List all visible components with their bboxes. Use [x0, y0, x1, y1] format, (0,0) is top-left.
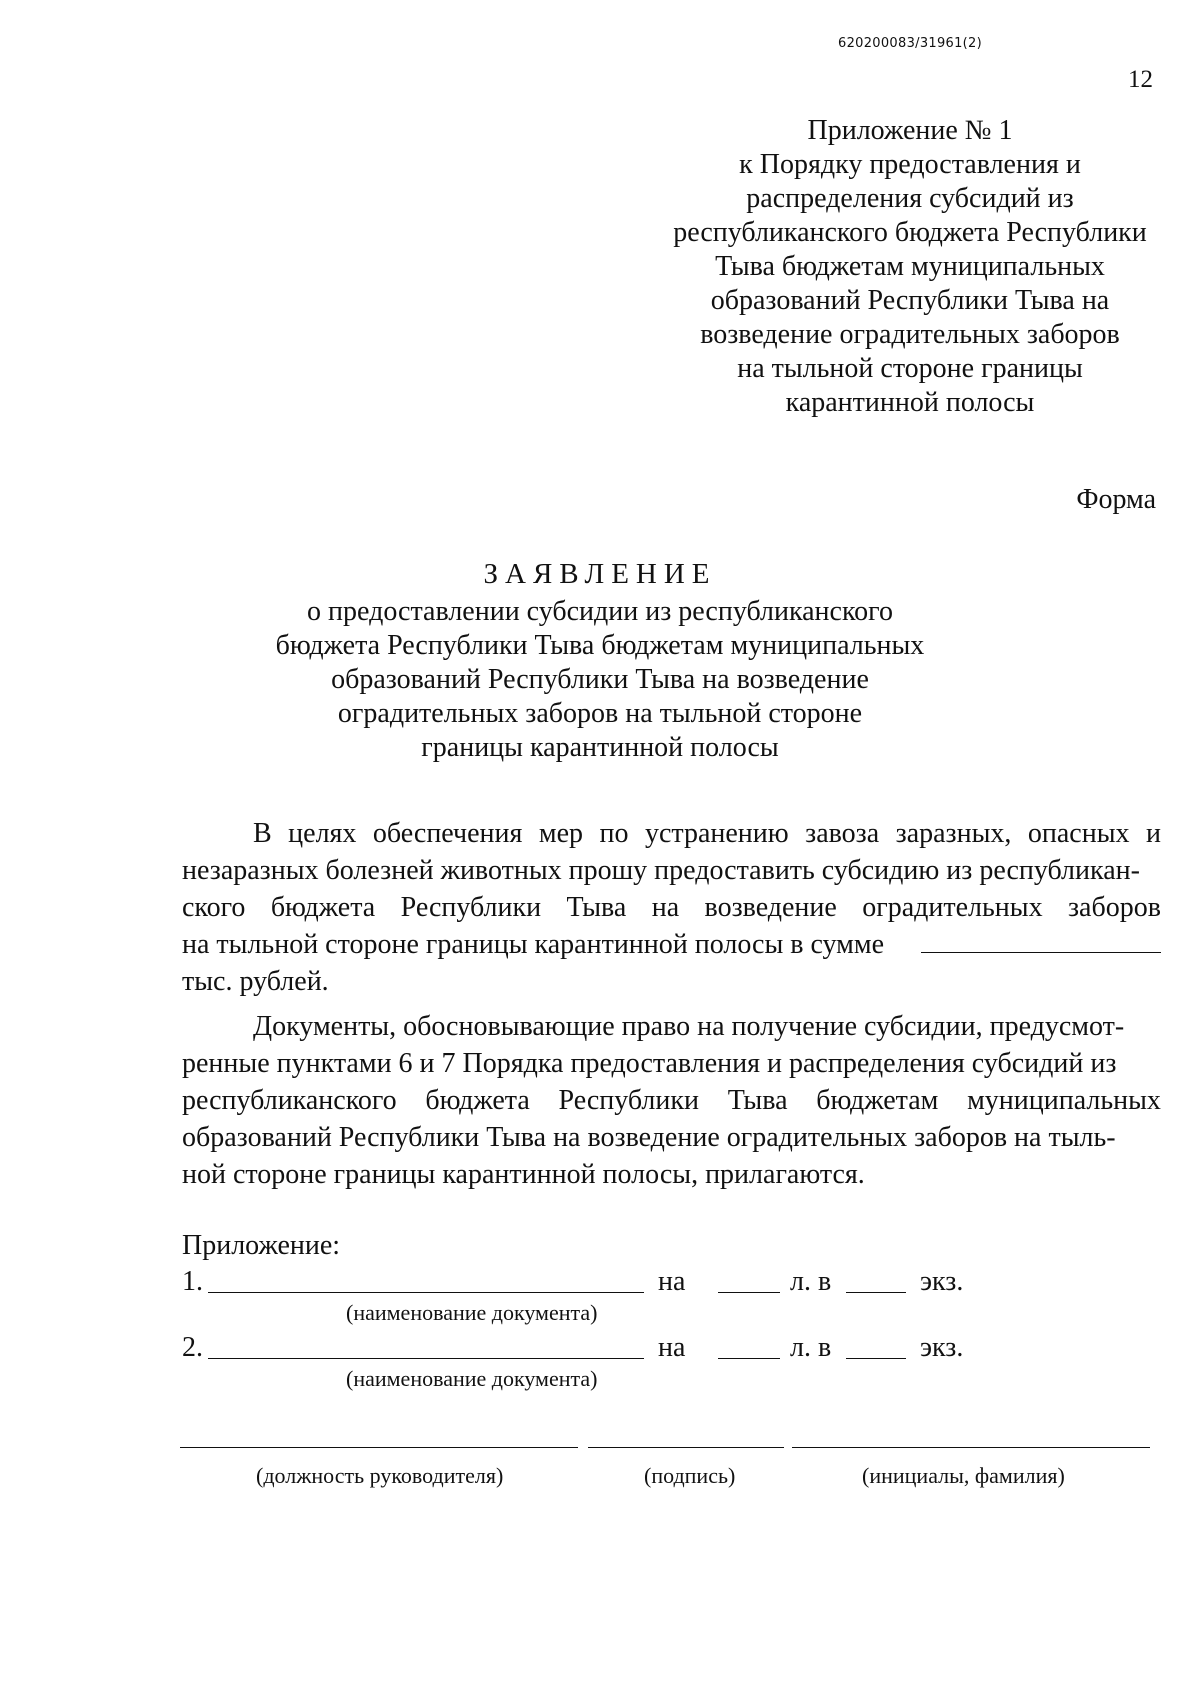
copies-count-field[interactable]	[846, 1292, 906, 1293]
body-word: ского	[182, 892, 246, 923]
body-word: муниципальных	[967, 1085, 1161, 1116]
sheets-count-field[interactable]	[718, 1292, 780, 1293]
attachment-sheets-label: л. в	[790, 1332, 832, 1363]
body-line: образований Республики Тыва на возведение оградительных заборов на тыль-	[182, 1122, 1116, 1153]
document-title: ЗАЯВЛЕНИЕ	[483, 558, 717, 590]
body-line: ренные пунктами 6 и 7 Порядка предоставления и распределения субсидий из	[182, 1048, 1117, 1079]
body-word: заразных,	[895, 818, 1012, 849]
attachment-number: 1.	[182, 1266, 203, 1297]
attachment-caption	[182, 1300, 1082, 1330]
form-label: Форма	[1076, 484, 1156, 515]
document-subtitle	[0, 595, 1200, 765]
body-line	[182, 1082, 1161, 1119]
appendix-line: к Порядку предоставления и	[739, 149, 1081, 180]
body-line	[182, 815, 1161, 852]
attachment-caption-text: (наименование документа)	[346, 1300, 598, 1325]
attachment-copies-label: экз.	[920, 1266, 964, 1297]
attachment-caption	[182, 1366, 1082, 1396]
body-word: возведение	[704, 892, 837, 923]
name-caption: (инициалы, фамилия)	[862, 1463, 1065, 1488]
body-word: опасных	[1027, 818, 1130, 849]
body-word: Тыва	[566, 892, 627, 923]
attachment-copies-label: экз.	[920, 1332, 964, 1363]
attachments-title: Приложение:	[182, 1230, 341, 1261]
body-word: бюджетам	[816, 1085, 939, 1116]
body-word: Республики	[400, 892, 542, 923]
subtitle-line: оградительных заборов на тыльной стороне	[337, 698, 863, 729]
body-line: Документы, обосновывающие право на получение субсидии, предусмот-	[253, 1011, 1125, 1042]
attachment-on-label: на	[658, 1332, 686, 1363]
body-line: тыс. рублей.	[182, 966, 329, 997]
body-word: и	[1146, 818, 1161, 849]
attachment-number: 2.	[182, 1332, 203, 1363]
appendix-line: карантинной полосы	[785, 387, 1035, 418]
name-field[interactable]	[792, 1447, 1150, 1448]
body-text	[182, 815, 1161, 1193]
attachment-sheets-label: л. в	[790, 1266, 832, 1297]
subtitle-line: границы карантинной полосы	[421, 732, 779, 763]
body-word: устранению	[644, 818, 789, 849]
body-line: незаразных болезней животных прошу предоставить субсидию из республикан-	[182, 855, 1140, 886]
copies-count-field[interactable]	[846, 1358, 906, 1359]
body-word: бюджета	[425, 1085, 530, 1116]
body-word: целях	[288, 818, 357, 849]
body-word: завоза	[805, 818, 880, 849]
body-word: оградительных	[862, 892, 1043, 923]
document-code: 620200083/31961(2)	[838, 36, 982, 51]
page-number: 12	[1128, 66, 1153, 93]
body-word: по	[599, 818, 629, 849]
body-line-text: на тыльной стороне границы карантинной полосы в сумме	[182, 929, 885, 960]
body-word: обеспечения	[372, 818, 523, 849]
appendix-line: Приложение № 1	[807, 115, 1013, 146]
amount-field[interactable]	[921, 926, 1161, 953]
attachment-caption-text: (наименование документа)	[346, 1366, 598, 1391]
signature-caption: (подпись)	[644, 1463, 736, 1488]
subtitle-line: о предоставлении субсидии из республиканского	[307, 596, 893, 627]
body-word: В	[253, 818, 272, 849]
appendix-line: на тыльной стороне границы	[737, 353, 1083, 384]
attachment-row	[182, 1330, 1082, 1366]
document-name-field[interactable]	[208, 1358, 644, 1359]
appendix-line: Тыва бюджетам муниципальных	[715, 251, 1105, 282]
body-line	[182, 889, 1161, 926]
signature-field[interactable]	[588, 1447, 784, 1448]
appendix-header	[590, 114, 1200, 420]
document-name-field[interactable]	[208, 1292, 644, 1293]
appendix-line: распределения субсидий из	[746, 183, 1074, 214]
body-word: Тыва	[727, 1085, 788, 1116]
attachment-row	[182, 1264, 1082, 1300]
attachments-section	[182, 1228, 1082, 1396]
appendix-line: возведение оградительных заборов	[700, 319, 1120, 350]
position-caption: (должность руководителя)	[256, 1463, 504, 1488]
subtitle-line: образований Республики Тыва на возведение	[331, 664, 869, 695]
subtitle-line: бюджета Республики Тыва бюджетам муниципальных	[275, 630, 925, 661]
body-line	[182, 926, 1161, 963]
body-word: заборов	[1068, 892, 1161, 923]
body-word: Республики	[558, 1085, 699, 1116]
body-word: республиканского	[182, 1085, 397, 1116]
position-field[interactable]	[180, 1447, 578, 1448]
body-line: ной стороне границы карантинной полосы, прилагаются.	[182, 1159, 865, 1190]
body-word: на	[651, 892, 680, 923]
body-word: мер	[538, 818, 584, 849]
body-word: бюджета	[270, 892, 376, 923]
appendix-line: образований Республики Тыва на	[710, 285, 1110, 316]
signature-block	[180, 1447, 1150, 1507]
sheets-count-field[interactable]	[718, 1358, 780, 1359]
attachment-on-label: на	[658, 1266, 686, 1297]
appendix-line: республиканского бюджета Республики	[673, 217, 1147, 248]
